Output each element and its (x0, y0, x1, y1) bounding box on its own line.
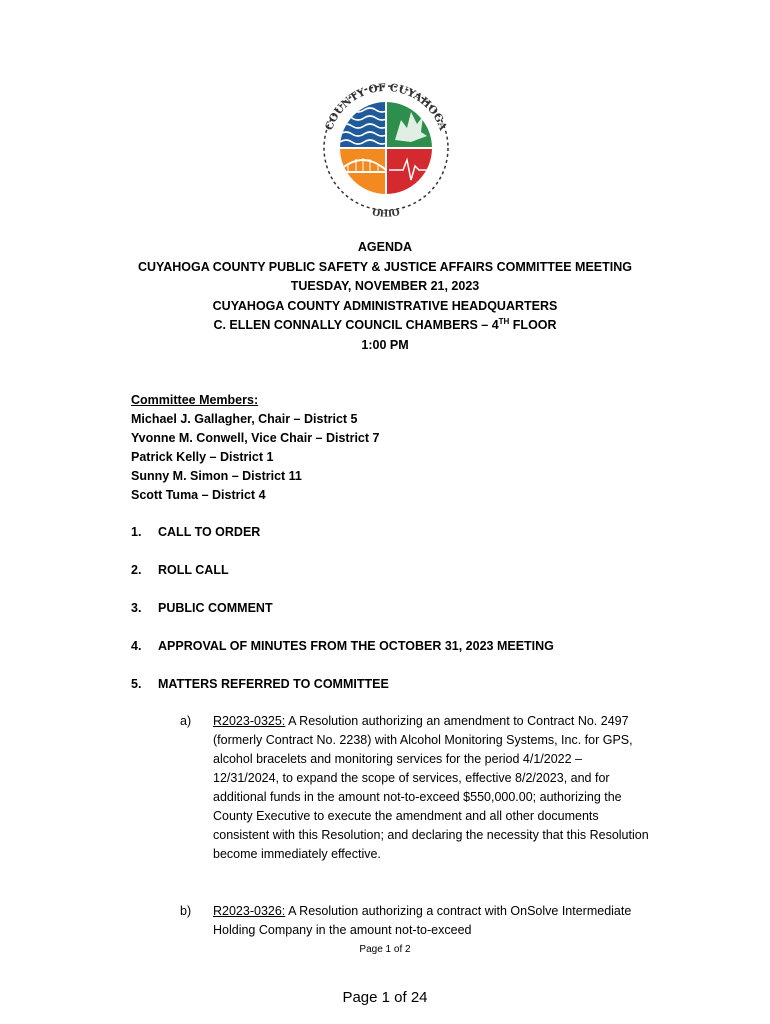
heading-date: TUESDAY, NOVEMBER 21, 2023 (290, 279, 480, 294)
heading-time: 1:00 PM (361, 337, 409, 352)
page-number-inner: Page 1 of 2 (359, 944, 411, 955)
agenda-heading (0, 238, 770, 356)
committee-member: Patrick Kelly – District 1 (131, 450, 274, 464)
matter-item: a) R2023-0325: A Resolution authorizing an amendment to Contract No. 2497 (formerly Contract No. 2238) with Alcohol Monitoring Systems, Inc. for GPS, alcohol bracelets and monitoring services for the period 4/1/2022 – 12/31/2024, to expand the scope of services, effective 8/2/2023, and for additional funds in the amount not-to-exceed $550,000.00; authorizing the County Executive to execute the amendment and all other documents consistent with this Resolution; and declaring the necessity that this Resolution become immediately effective. (180, 714, 649, 861)
agenda-item: 1. CALL TO ORDER (131, 525, 261, 539)
agenda-item: 2. ROLL CALL (131, 563, 229, 577)
committee-members-title: Committee Members: (131, 393, 259, 407)
committee-members (131, 391, 379, 505)
logo-arc-top-text: COUNTY OF CUYAHOGA (323, 81, 449, 133)
logo-arc-bottom-text: OHIO (371, 208, 401, 218)
agenda-item: 3. PUBLIC COMMENT (131, 601, 273, 615)
resolution-link[interactable]: R2023-0326: (213, 904, 286, 918)
matter-item: b) R2023-0326: A Resolution authorizing a contract with OnSolve Intermediate Holding Company in the amount not-to-exceed (180, 904, 632, 937)
county-seal-logo (315, 70, 457, 218)
committee-member: Scott Tuma – District 4 (131, 488, 266, 502)
agenda-item: 4. APPROVAL OF MINUTES FROM THE OCTOBER 31, 2023 MEETING (131, 639, 554, 653)
heading-location: CUYAHOGA COUNTY ADMINISTRATIVE HEADQUARTERS (212, 298, 558, 313)
agenda-item: 5. MATTERS REFERRED TO COMMITTEE (131, 677, 389, 691)
committee-member: Sunny M. Simon – District 11 (131, 469, 302, 483)
page-number-viewer: Page 1 of 24 (342, 989, 428, 1006)
heading-meeting-name: CUYAHOGA COUNTY PUBLIC SAFETY & JUSTICE AFFAIRS COMMITTEE MEETING (137, 259, 633, 274)
committee-member: Michael J. Gallagher, Chair – District 5 (131, 412, 358, 426)
committee-member: Yvonne M. Conwell, Vice Chair – District 7 (131, 431, 380, 445)
heading-agenda: AGENDA (357, 240, 413, 254)
heading-chambers: C. ELLEN CONNALLY COUNCIL CHAMBERS – 4TH FLOOR (213, 317, 557, 333)
resolution-link[interactable]: R2023-0325: (213, 714, 286, 728)
